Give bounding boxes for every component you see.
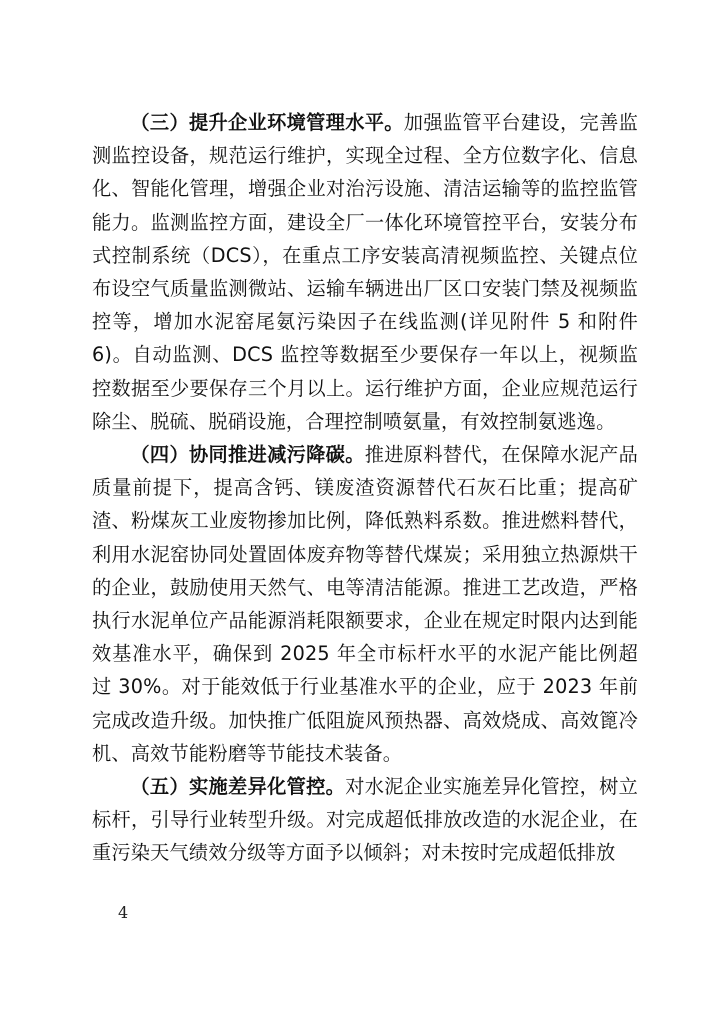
section-3-paragraph <box>92 106 638 438</box>
section-3-heading: （三）提升企业环境管理水平。 <box>130 111 404 134</box>
section-4-heading: （四）协同推进减污降碳。 <box>130 443 365 467</box>
section-5-paragraph <box>92 770 638 870</box>
section-4-paragraph <box>92 438 638 770</box>
section-5-heading: （五）实施差异化管控。 <box>130 775 346 799</box>
document-body <box>92 106 638 870</box>
section-4-text: 推进原料替代，在保障水泥产品质量前提下，提高含钙、镁废渣资源替代石灰石比重；提高矿渣、粉煤灰工业废物掺加比例，降低熟料系数。推进燃料替代，利用水泥窑协同处置固体废弃物等替代煤炭；采用独立热源烘干的企业，鼓励使用天然气、电等清洁能源。推进工艺改造，严格执行水泥单位产品能源消耗限额要求，企业在规定时限内达到能效基准水平，确保到 2025 年全市标杆水平的水泥产能比例超过 30%。对于能效低于行业基准水平的企业，应于 2023 年前完成改造升级。加快推广低阻旋风预热器、高效烧成、高效篦冷机、高效节能粉磨等节能技术装备。 <box>92 443 638 765</box>
section-3-text: 加强监管平台建设，完善监测监控设备，规范运行维护，实现全过程、全方位数字化、信息化、智能化管理，增强企业对治污设施、清洁运输等的监控监管能力。监测监控方面，建设全厂一体化环境管控平台，安装分布式控制系统（DCS），在重点工序安装高清视频监控、关键点位布设空气质量监测微站、运输车辆进出厂区口安装门禁及视频监控等，增加水泥窑尾氨污染因子在线监测(详见附件 5 和附件 6)。自动监测、DCS 监控等数据至少要保存一年以上，视频监控数据至少要保存三个月以上。运行维护方面，企业应规范运行除尘、脱硫、脱硝设施，合理控制喷氨量，有效控制氨逃逸。 <box>92 111 638 433</box>
section-5-text: 对水泥企业实施差异化管控，树立标杆，引导行业转型升级。对完成超低排放改造的水泥企业，在重污染天气绩效分级等方面予以倾斜；对未按时完成超低排放 <box>92 775 639 865</box>
page-number: 4 <box>118 903 129 922</box>
